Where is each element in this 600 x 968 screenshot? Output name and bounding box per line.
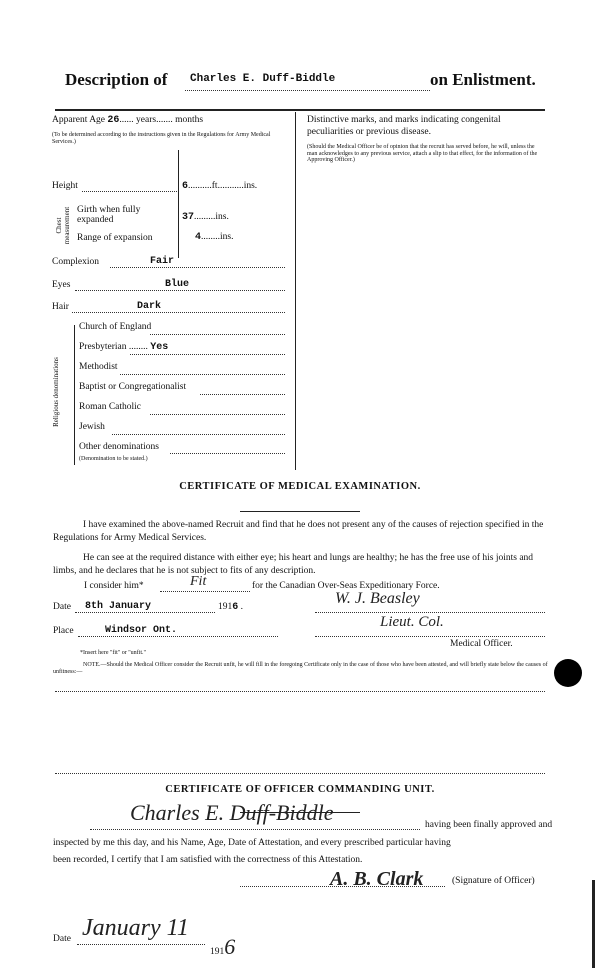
text-fragment: 6 xyxy=(232,602,239,613)
complexion-label: Complexion xyxy=(52,257,99,267)
eyes-value: Blue xyxy=(165,279,190,290)
height-dots xyxy=(82,191,177,192)
officer-date-label: Date xyxy=(53,934,71,944)
dotted-line xyxy=(170,453,285,454)
religion-label: Religious denominations xyxy=(52,357,60,427)
religion-item xyxy=(79,362,118,373)
months-label: months xyxy=(175,115,204,125)
place-label: Place xyxy=(53,626,74,636)
text-fragment: Other denominations xyxy=(79,442,159,452)
dotted-line xyxy=(112,434,285,435)
hair-dots xyxy=(72,312,285,313)
eyes-dots xyxy=(75,290,285,291)
dotted-line xyxy=(120,374,285,375)
text-fragment: 6 xyxy=(224,934,236,959)
medical-date-value: 8th January xyxy=(85,601,152,612)
other-note: (Denomination to be stated.) xyxy=(79,456,148,462)
consider-suffix: for the Canadian Over-Seas Expeditionary Force. xyxy=(252,581,440,591)
height-label: Height xyxy=(52,181,78,191)
punch-hole xyxy=(554,659,582,687)
dotted-line xyxy=(75,612,215,613)
age-label: Apparent Age xyxy=(52,115,106,125)
hair-value: Dark xyxy=(137,301,162,312)
dotted-line xyxy=(315,636,545,637)
years-label: years xyxy=(136,115,157,125)
dotted-line xyxy=(90,829,420,830)
title-suffix: on Enlistment. xyxy=(430,70,536,89)
age-note: (To be determined according to the instructions given in the Regulations for Army Medical Services.) xyxy=(52,132,271,145)
height-values: 6..........ft...........ins. xyxy=(182,181,258,192)
hair-label: Hair xyxy=(52,302,69,312)
medical-officer-rank: Lieut. Col. xyxy=(380,614,444,630)
dotted-line xyxy=(200,394,285,395)
complexion-value: Fair xyxy=(150,256,175,267)
presbyterian-value: Yes xyxy=(150,342,169,353)
girth-label: Girth when fully expanded xyxy=(77,205,141,225)
officer-certificate-title: CERTIFICATE OF OFFICER COMMANDING UNIT. xyxy=(165,784,435,795)
text-fragment: Church of England xyxy=(79,322,152,332)
approval-text-1: having been finally approved and xyxy=(425,820,553,830)
dotted-line xyxy=(77,944,205,945)
religion-item xyxy=(79,422,105,433)
text-fragment: Methodist xyxy=(79,362,118,372)
chest-label: Chest measurement xyxy=(55,206,71,245)
girth-row: 37.........ins. xyxy=(182,212,229,223)
ins-label: ins. xyxy=(243,181,258,191)
religion-bracket xyxy=(74,325,75,465)
title-prefix: Description of xyxy=(65,70,168,89)
dotted-line xyxy=(130,354,285,355)
unfitness-line xyxy=(55,773,545,774)
text-fragment: Roman Catholic xyxy=(79,402,142,412)
dotted-line xyxy=(315,612,545,613)
unfitness-note: NOTE.—Should the Medical Officer consider the Recruit unfit, he will fill in the foregoing Certificate only in the case of those who have been attested, and will briefly state below the causes of unfitness:— xyxy=(53,662,548,675)
distinctive-marks-heading: Distinctive marks, and marks indicating congenital peculiarities or previous disease. xyxy=(307,115,501,137)
text-fragment: Presbyterian xyxy=(79,342,127,352)
distinctive-marks-note: (Should the Medical Officer be of opinion that the recruit has served before, he will, unless the man acknowledges to any previous service, attach a slip to that effect, for the information of the Approving Officer.) xyxy=(307,144,538,163)
text-fragment: Jewish xyxy=(79,422,105,432)
consider-label: I consider him* xyxy=(84,581,144,591)
recruit-signature: Charles E. Duff-Biddle xyxy=(130,800,334,825)
header-rule xyxy=(55,109,545,111)
religion-item xyxy=(79,442,159,453)
name-line xyxy=(185,90,430,91)
eyes-label: Eyes xyxy=(52,280,71,290)
measure-divider xyxy=(178,150,179,258)
height-ft-value: 6 xyxy=(182,181,189,192)
medical-rule xyxy=(240,511,360,512)
dotted-line xyxy=(160,591,250,592)
place-value: Windsor Ont. xyxy=(105,625,178,636)
page-edge xyxy=(592,880,595,968)
religion-item xyxy=(79,322,151,333)
religion-item xyxy=(79,402,141,413)
column-divider xyxy=(295,112,296,470)
medical-paragraph-2: He can see at the required distance with either eye; his heart and lungs are healthy; he has the free use of his joints and limbs, and he declares that he is not subject to fits of any description. xyxy=(53,553,534,576)
text-fragment: 191 xyxy=(210,947,225,957)
range-label: Range of expansion xyxy=(77,233,153,243)
medical-officer-label: Medical Officer. xyxy=(450,639,513,649)
recruit-name: Charles E. Duff-Biddle xyxy=(190,73,336,85)
fitness-value: Fit xyxy=(190,574,207,589)
age-row: Apparent Age 26...... years....... months xyxy=(52,115,204,126)
medical-year: 1916 . xyxy=(218,602,244,613)
officer-signature: A. B. Clark xyxy=(330,868,424,890)
dotted-line xyxy=(150,334,285,335)
text-fragment: 191 xyxy=(218,602,233,612)
fit-footnote: *Insert here "fit" or "unfit." xyxy=(80,650,146,656)
medical-paragraph-1: I have examined the above-named Recruit and find that he does not present any of the causes of rejection specified in the Regulations for Army Medical Services. xyxy=(53,520,544,543)
approval-text-3: been recorded, I certify that I am satisfied with the correctness of this Attestation. xyxy=(53,855,363,865)
ins-label: ins. xyxy=(220,232,234,242)
officer-date-value: January 11 xyxy=(82,915,189,941)
dotted-line xyxy=(150,414,285,415)
age-value: 26 xyxy=(107,115,120,126)
officer-year xyxy=(210,934,235,960)
approval-text-2: inspected by me this day, and his Name, Age, Date of Attestation, and every prescribed particular having xyxy=(53,838,451,848)
girth-value: 37 xyxy=(182,212,195,223)
ft-label: ft. xyxy=(211,181,220,191)
religion-item: Presbyterian ........ Yes xyxy=(79,342,169,353)
text-fragment: Baptist or Congregationalist xyxy=(79,382,187,392)
unfitness-line xyxy=(55,691,545,692)
religion-item xyxy=(79,382,186,393)
range-value: 4 xyxy=(195,232,202,243)
medical-certificate-title: CERTIFICATE OF MEDICAL EXAMINATION. xyxy=(179,481,421,492)
complexion-dots xyxy=(110,267,285,268)
signature-label: (Signature of Officer) xyxy=(452,876,535,886)
range-row: 4........ins. xyxy=(195,232,234,243)
medical-date-label: Date xyxy=(53,602,71,612)
medical-officer-signature: W. J. Beasley xyxy=(335,590,420,607)
ins-label: ins. xyxy=(215,212,229,222)
dotted-line xyxy=(78,636,278,637)
